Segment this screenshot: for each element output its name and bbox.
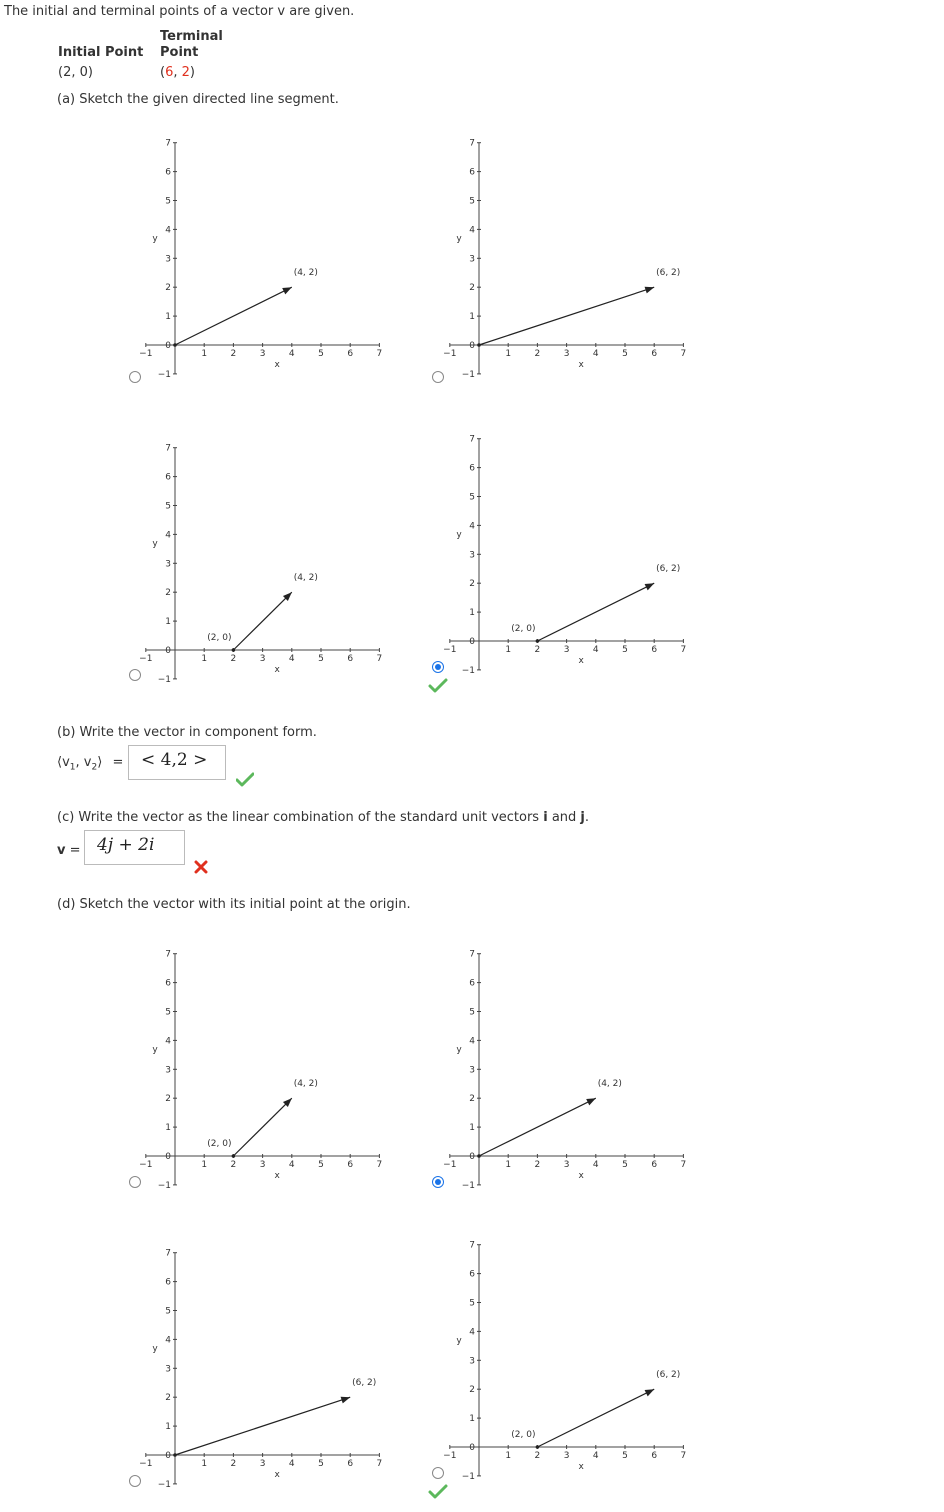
origin-label: 0 [469, 1152, 475, 1162]
x-tick-label: 3 [563, 1160, 570, 1170]
x-tick-label: 4 [288, 654, 295, 664]
y-tick-label: 6 [165, 472, 171, 483]
y-tick-label: 5 [165, 1306, 171, 1317]
x-tick-label: 2 [230, 1160, 237, 1170]
y-tick-label: 1 [165, 617, 171, 628]
part-a-prompt: (a) Sketch the given directed line segment. [57, 92, 339, 107]
part-d-graph-4 [443, 1227, 739, 1497]
y-tick-label: 3 [165, 1364, 171, 1375]
y-tick-label: 5 [469, 1007, 475, 1018]
x-axis-label: x [274, 1470, 280, 1480]
vector-start-point [477, 343, 481, 347]
vector-arrowhead [282, 287, 292, 294]
correct-check-icon [429, 1484, 447, 1499]
y-tick-label: 7 [165, 1248, 171, 1259]
vector-end-label: (4, 2) [597, 1079, 622, 1090]
vector-end-label: (4, 2) [293, 268, 318, 279]
vector-start-point [536, 639, 540, 643]
vector-line [233, 592, 291, 650]
y-tick-label: 1 [469, 312, 475, 323]
x-tick-label: 3 [259, 654, 266, 664]
y-tick-label: −1 [461, 665, 475, 676]
y-tick-label: 7 [165, 138, 171, 149]
x-tick-label: 1 [505, 1160, 512, 1170]
x-tick-label: −1 [139, 1160, 153, 1170]
vector-start-label: (2, 0) [207, 633, 232, 643]
y-tick-label: 3 [165, 1065, 171, 1076]
y-tick-label: 7 [165, 949, 171, 960]
x-tick-label: 6 [347, 349, 354, 359]
y-tick-label: 2 [469, 283, 475, 294]
part-d-option-radio-1[interactable] [129, 1176, 141, 1188]
y-axis-label: y [152, 1044, 158, 1055]
y-tick-label: 6 [165, 978, 171, 989]
x-tick-label: 4 [288, 349, 295, 359]
vector-line [537, 1389, 654, 1447]
part-c-prompt: (c) Write the vector as the linear combination of the standard unit vectors i and j. [57, 810, 590, 825]
x-tick-label: 1 [505, 645, 512, 655]
y-tick-label: 5 [469, 196, 475, 207]
part-d-option-radio-3[interactable] [129, 1475, 141, 1487]
correct-check-icon [429, 678, 447, 693]
vector-end-label: (6, 2) [656, 564, 681, 575]
x-tick-label: 5 [318, 349, 324, 359]
x-tick-label: 4 [288, 1160, 295, 1170]
x-tick-label: 6 [651, 645, 658, 655]
y-axis-label: y [456, 233, 462, 244]
x-tick-label: −1 [139, 349, 153, 359]
x-tick-label: 3 [563, 349, 570, 359]
part-d-graph-2 [443, 936, 739, 1206]
y-tick-label: 6 [469, 1269, 475, 1280]
x-tick-label: 1 [201, 1160, 208, 1170]
y-tick-label: 3 [469, 1356, 475, 1367]
y-tick-label: −1 [461, 1180, 475, 1191]
part-d-graph-3 [139, 1235, 435, 1505]
x-axis-label: x [578, 656, 584, 666]
x-tick-label: 3 [259, 1459, 266, 1469]
y-tick-label: 1 [165, 1422, 171, 1433]
vector-start-point [173, 343, 177, 347]
y-tick-label: −1 [157, 369, 171, 380]
x-tick-label: 6 [347, 654, 354, 664]
y-tick-label: 3 [165, 254, 171, 265]
y-axis-label: y [152, 1343, 158, 1354]
x-tick-label: 7 [376, 1160, 383, 1170]
y-axis-label: y [152, 538, 158, 549]
x-tick-label: 5 [622, 645, 628, 655]
y-axis-label: y [152, 233, 158, 244]
vector-start-point [173, 1453, 177, 1457]
x-tick-label: 7 [680, 1160, 687, 1170]
y-tick-label: 5 [165, 501, 171, 512]
vector-arrowhead [586, 1098, 596, 1105]
initial-point-header: Initial Point [58, 45, 144, 60]
vector-start-point [232, 648, 236, 652]
x-tick-label: 2 [230, 349, 237, 359]
y-tick-label: 6 [469, 167, 475, 178]
vector-end-label: (6, 2) [656, 268, 681, 279]
part-a-graph-2 [443, 125, 739, 395]
y-tick-label: 2 [165, 1393, 171, 1404]
component-form-input[interactable]: < 4,2 > [128, 745, 226, 780]
x-tick-label: 7 [376, 1459, 383, 1469]
y-tick-label: 7 [165, 443, 171, 454]
y-tick-label: −1 [461, 1471, 475, 1482]
y-tick-label: 4 [469, 1036, 475, 1047]
x-tick-label: −1 [443, 349, 457, 359]
x-tick-label: 7 [376, 654, 383, 664]
part-d-prompt: (d) Sketch the vector with its initial point at the origin. [57, 897, 411, 912]
x-tick-label: −1 [443, 1160, 457, 1170]
terminal-header-line1: Terminal [160, 29, 223, 44]
vector-line [175, 1397, 350, 1455]
terminal-y: 2 [181, 65, 190, 80]
y-tick-label: 4 [165, 1335, 171, 1346]
y-tick-label: −1 [157, 1180, 171, 1191]
component-form-label: $⟨v_1$, $v_2⟩$ = [57, 755, 124, 773]
x-tick-label: 7 [680, 645, 687, 655]
y-axis-label: y [456, 529, 462, 540]
vector-line [537, 583, 654, 641]
vector-line [233, 1098, 291, 1156]
vector-line [175, 287, 292, 345]
x-tick-label: 1 [201, 654, 208, 664]
vector-end-label: (4, 2) [293, 1079, 318, 1090]
y-tick-label: 6 [469, 978, 475, 989]
origin-label: 0 [165, 646, 171, 656]
y-tick-label: 6 [469, 463, 475, 474]
x-tick-label: 4 [592, 1451, 599, 1461]
y-tick-label: 2 [469, 579, 475, 590]
x-axis-label: x [578, 1171, 584, 1181]
part-d-graph-1 [139, 936, 435, 1206]
x-axis-label: x [578, 1462, 584, 1472]
vector-start-point [477, 1154, 481, 1158]
y-tick-label: 2 [165, 283, 171, 294]
vector-start-label: (2, 0) [207, 1139, 232, 1149]
x-tick-label: 5 [318, 1160, 324, 1170]
linear-combination-input[interactable]: 4j + 2i [84, 830, 185, 865]
y-tick-label: 6 [165, 167, 171, 178]
terminal-point-value: (6, 2) [160, 65, 195, 80]
part-a-graph-1 [139, 125, 435, 395]
origin-label: 0 [469, 1443, 475, 1453]
x-tick-label: 5 [622, 1160, 628, 1170]
x-tick-label: 3 [259, 349, 266, 359]
y-axis-label: y [456, 1335, 462, 1346]
y-tick-label: 4 [165, 225, 171, 236]
x-tick-label: 4 [592, 1160, 599, 1170]
y-tick-label: 7 [469, 138, 475, 149]
vector-arrowhead [645, 287, 655, 294]
y-tick-label: 7 [469, 1240, 475, 1251]
terminal-x: 6 [165, 65, 174, 80]
correct-check-icon [236, 772, 254, 787]
x-axis-label: x [274, 360, 280, 370]
x-tick-label: 2 [534, 1160, 541, 1170]
vector-start-label: (2, 0) [511, 624, 536, 634]
y-tick-label: 2 [469, 1385, 475, 1396]
vector-start-label: (2, 0) [511, 1430, 536, 1440]
origin-label: 0 [469, 341, 475, 351]
y-tick-label: 4 [469, 225, 475, 236]
x-tick-label: 1 [505, 349, 512, 359]
x-tick-label: 6 [651, 349, 658, 359]
part-b-prompt: (b) Write the vector in component form. [57, 725, 317, 740]
linear-combination-label: v = [57, 843, 81, 858]
y-tick-label: 3 [469, 1065, 475, 1076]
x-tick-label: 4 [592, 349, 599, 359]
y-tick-label: 7 [469, 949, 475, 960]
vector-arrowhead [645, 1389, 655, 1396]
x-tick-label: 1 [505, 1451, 512, 1461]
part-a-option-radio-1[interactable] [129, 371, 141, 383]
y-tick-label: 1 [469, 1123, 475, 1134]
x-tick-label: 5 [318, 1459, 324, 1469]
x-tick-label: 2 [230, 654, 237, 664]
y-tick-label: 6 [165, 1277, 171, 1288]
origin-label: 0 [165, 1152, 171, 1162]
y-tick-label: 1 [165, 312, 171, 323]
vector-arrowhead [341, 1397, 351, 1404]
x-tick-label: 2 [534, 1451, 541, 1461]
y-tick-label: 5 [165, 196, 171, 207]
y-tick-label: −1 [157, 1479, 171, 1490]
part-d-option-radio-2[interactable] [432, 1176, 444, 1188]
x-tick-label: 6 [651, 1451, 658, 1461]
origin-label: 0 [165, 1451, 171, 1461]
x-tick-label: 6 [347, 1459, 354, 1469]
y-tick-label: 4 [469, 1327, 475, 1338]
y-tick-label: 1 [165, 1123, 171, 1134]
y-tick-label: 2 [165, 588, 171, 599]
vector-end-label: (6, 2) [656, 1370, 681, 1381]
vector-line [479, 1098, 596, 1156]
x-tick-label: 5 [622, 349, 628, 359]
x-tick-label: 2 [534, 645, 541, 655]
x-tick-label: 5 [318, 654, 324, 664]
x-tick-label: −1 [139, 1459, 153, 1469]
vector-arrowhead [645, 583, 655, 590]
incorrect-x-icon [194, 860, 208, 874]
terminal-header-line2: Point [160, 45, 199, 60]
part-a-option-radio-3[interactable] [129, 669, 141, 681]
part-a-option-radio-4[interactable] [432, 661, 444, 673]
vector-end-label: (4, 2) [293, 573, 318, 584]
x-tick-label: 3 [563, 1451, 570, 1461]
x-tick-label: 1 [201, 1459, 208, 1469]
vector-end-label: (6, 2) [352, 1378, 377, 1389]
vector-start-point [536, 1445, 540, 1449]
origin-label: 0 [469, 637, 475, 647]
part-d-option-radio-4[interactable] [432, 1467, 444, 1479]
y-tick-label: 5 [469, 492, 475, 503]
x-tick-label: 4 [288, 1459, 295, 1469]
x-tick-label: −1 [443, 645, 457, 655]
x-tick-label: 1 [201, 349, 208, 359]
y-tick-label: 3 [469, 550, 475, 561]
x-tick-label: 6 [651, 1160, 658, 1170]
y-tick-label: 2 [469, 1094, 475, 1105]
x-tick-label: 2 [534, 349, 541, 359]
x-axis-label: x [274, 665, 280, 675]
x-tick-label: 7 [680, 1451, 687, 1461]
part-a-option-radio-2[interactable] [432, 371, 444, 383]
x-tick-label: 3 [563, 645, 570, 655]
y-tick-label: 4 [165, 530, 171, 541]
part-a-graph-3 [139, 430, 435, 700]
x-tick-label: 7 [680, 349, 687, 359]
x-tick-label: 6 [347, 1160, 354, 1170]
initial-point-value: (2, 0) [58, 65, 93, 80]
y-tick-label: 3 [469, 254, 475, 265]
y-tick-label: 4 [469, 521, 475, 532]
x-tick-label: 5 [622, 1451, 628, 1461]
part-a-graph-4 [443, 421, 739, 691]
x-tick-label: −1 [443, 1451, 457, 1461]
intro-text: The initial and terminal points of a vector v are given. [4, 4, 355, 19]
vector-line [479, 287, 654, 345]
x-axis-label: x [578, 360, 584, 370]
y-tick-label: 5 [469, 1298, 475, 1309]
y-tick-label: 4 [165, 1036, 171, 1047]
vector-start-point [232, 1154, 236, 1158]
y-tick-label: 3 [165, 559, 171, 570]
y-tick-label: −1 [461, 369, 475, 380]
y-axis-label: y [456, 1044, 462, 1055]
y-tick-label: 2 [165, 1094, 171, 1105]
y-tick-label: 5 [165, 1007, 171, 1018]
y-tick-label: 7 [469, 434, 475, 445]
x-tick-label: 4 [592, 645, 599, 655]
origin-label: 0 [165, 341, 171, 351]
y-tick-label: −1 [157, 674, 171, 685]
x-axis-label: x [274, 1171, 280, 1181]
x-tick-label: 3 [259, 1160, 266, 1170]
y-tick-label: 1 [469, 1414, 475, 1425]
x-tick-label: 7 [376, 349, 383, 359]
x-tick-label: 2 [230, 1459, 237, 1469]
y-tick-label: 1 [469, 608, 475, 619]
x-tick-label: −1 [139, 654, 153, 664]
